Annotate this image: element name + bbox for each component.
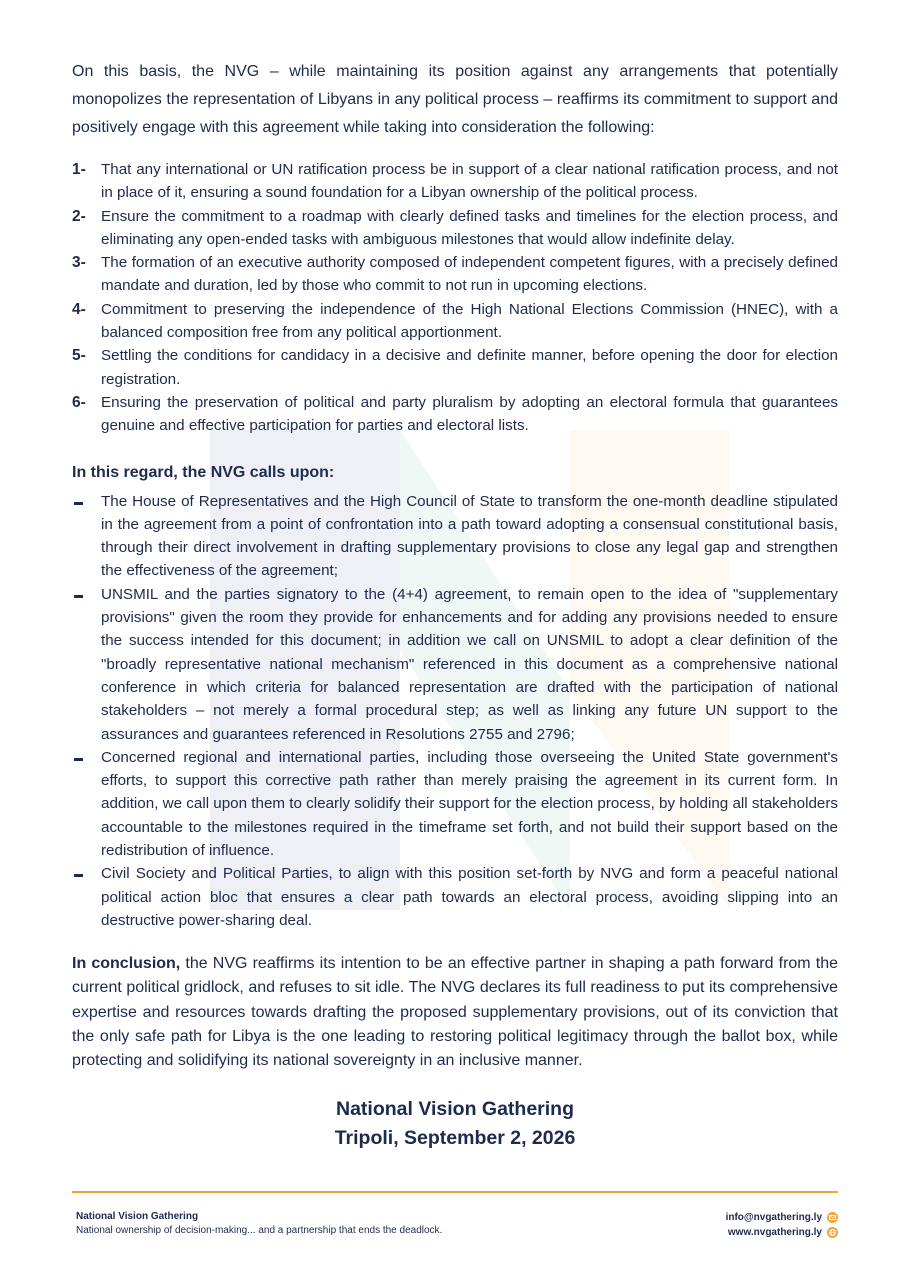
document-body (72, 58, 838, 1153)
footer-email-row (726, 1210, 838, 1225)
call-text: The House of Representatives and the High Council of State to transform the one-month deadline stipulated in the agreement from a point of confrontation into a path toward adopting a consensual constitutional basis, through their direct involvement in drafting supplementary provisions to close any legal gap and strengthen the effectiveness of the agreement; (101, 492, 838, 580)
condition-item (72, 298, 838, 345)
signature-place-date: Tripoli, September 2, 2026 (334, 1127, 576, 1150)
conclusion-text: the NVG reaffirms its intention to be an effective partner in shaping a path forward from the current political gridlock, and refuses to sit idle. The NVG declares its full readiness to put its comprehensive expertise and resources towards drafting the proposed supplementary provisions, out of its conviction that the only safe path for Libya is the one leading to restoring political legitimacy through the ballot box, while protecting and solidifying its national sovereignty in an inclusive manner. (72, 955, 839, 1070)
condition-text: That any international or UN ratification process be in support of a clear national ratification process, and not in place of it, ensuring a sound foundation for a Libyan ownership of the political process. (101, 161, 838, 202)
call-text: Civil Society and Political Parties, to align with this position set-forth by NVG and form a peaceful national political action bloc that ensures a clear path towards an electoral process, avoiding slipping into an destructive power-sharing deal. (101, 865, 838, 929)
call-item (72, 746, 838, 862)
condition-number: 6- (72, 393, 86, 411)
call-item (72, 490, 838, 583)
dash-bullet-icon (74, 502, 83, 505)
condition-item (72, 158, 838, 205)
dash-bullet-icon (74, 595, 83, 598)
call-item (72, 862, 838, 932)
condition-number: 3- (72, 254, 86, 272)
condition-number: 2- (72, 207, 86, 225)
footer-tagline: National ownership of decision-making... and a partnership that ends the deadlock. (76, 1225, 443, 1236)
footer-contacts (726, 1210, 838, 1240)
footer-left (76, 1210, 442, 1238)
call-text: UNSMIL and the parties signatory to the (4+4) agreement, to remain open to the idea of "supplementary provisions" given the room they provide for enhancements and for adding any provisions needed to ensure the success intended for this document; in addition we call on UNSMIL to adopt a clear definition of the "broadly representative national mechanism" referenced in this document as a comprehensive national conference in which criteria for balanced representation are drafted with the participation of national stakeholders – not merely a formal procedural step; as well as linking any future UN support to the assurances and guarantees referenced in Resolutions 2755 and 2796; (101, 585, 838, 743)
condition-text: Ensuring the preservation of political and party pluralism by adopting an electoral formula that guarantees genuine and effective participation for parties and electoral lists. (101, 393, 838, 435)
email-icon (827, 1212, 838, 1223)
condition-number: 4- (72, 300, 86, 318)
condition-number: 1- (72, 161, 86, 178)
footer-web-row (726, 1225, 838, 1240)
dash-bullet-icon (74, 874, 83, 877)
conditions-list (72, 158, 838, 438)
globe-icon (827, 1227, 838, 1238)
footer-email[interactable]: info@nvgathering.ly (725, 1212, 822, 1223)
condition-item (72, 205, 838, 252)
condition-text: Settling the conditions for candidacy in a decisive and definite manner, before opening the door for election registration. (101, 347, 838, 388)
condition-text: Commitment to preserving the independence of the High National Elections Commission (HNEC), with a balanced composition free from any political apportionment. (101, 300, 838, 342)
calls-list (72, 490, 838, 933)
signature-block (72, 1095, 838, 1153)
footer-website[interactable]: www.nvgathering.ly (727, 1227, 822, 1238)
intro-paragraph: On this basis, the NVG – while maintaining its position against any arrangements that potentially monopolizes the representation of Libyans in any political process – reaffirms its commitment to support and positively engage with this agreement while taking into consideration the following: (72, 63, 838, 136)
conclusion-lead: In conclusion, (72, 955, 181, 973)
dash-bullet-icon (74, 758, 83, 761)
condition-text: The formation of an executive authority composed of independent competent figures, with a precisely defined mandate and duration, led by those who commit to not run in upcoming elections. (101, 254, 838, 295)
footer-divider (72, 1191, 838, 1193)
condition-text: Ensure the commitment to a roadmap with clearly defined tasks and timelines for the election process, and eliminating any open-ended tasks with ambiguous milestones that would allow indefinite delay. (101, 207, 838, 248)
calls-heading: In this regard, the NVG calls upon: (72, 463, 335, 481)
signature-org: National Vision Gathering (335, 1098, 574, 1121)
footer-org: National Vision Gathering (76, 1211, 199, 1222)
condition-number: 5- (72, 347, 86, 365)
condition-item (72, 344, 838, 391)
condition-item (72, 251, 838, 298)
conclusion-paragraph (72, 952, 838, 1073)
condition-item (72, 391, 838, 438)
call-item (72, 583, 838, 746)
call-text: Concerned regional and international parties, including those overseeing the United State government's efforts, to support this corrective path rather than merely praising the agreement in its current form. In addition, we call upon them to clearly solidify their support for the election process, by holding all stakeholders accountable to the milestones required in the timeframe set forth, and not build their support based on the redistribution of influence. (101, 748, 838, 860)
